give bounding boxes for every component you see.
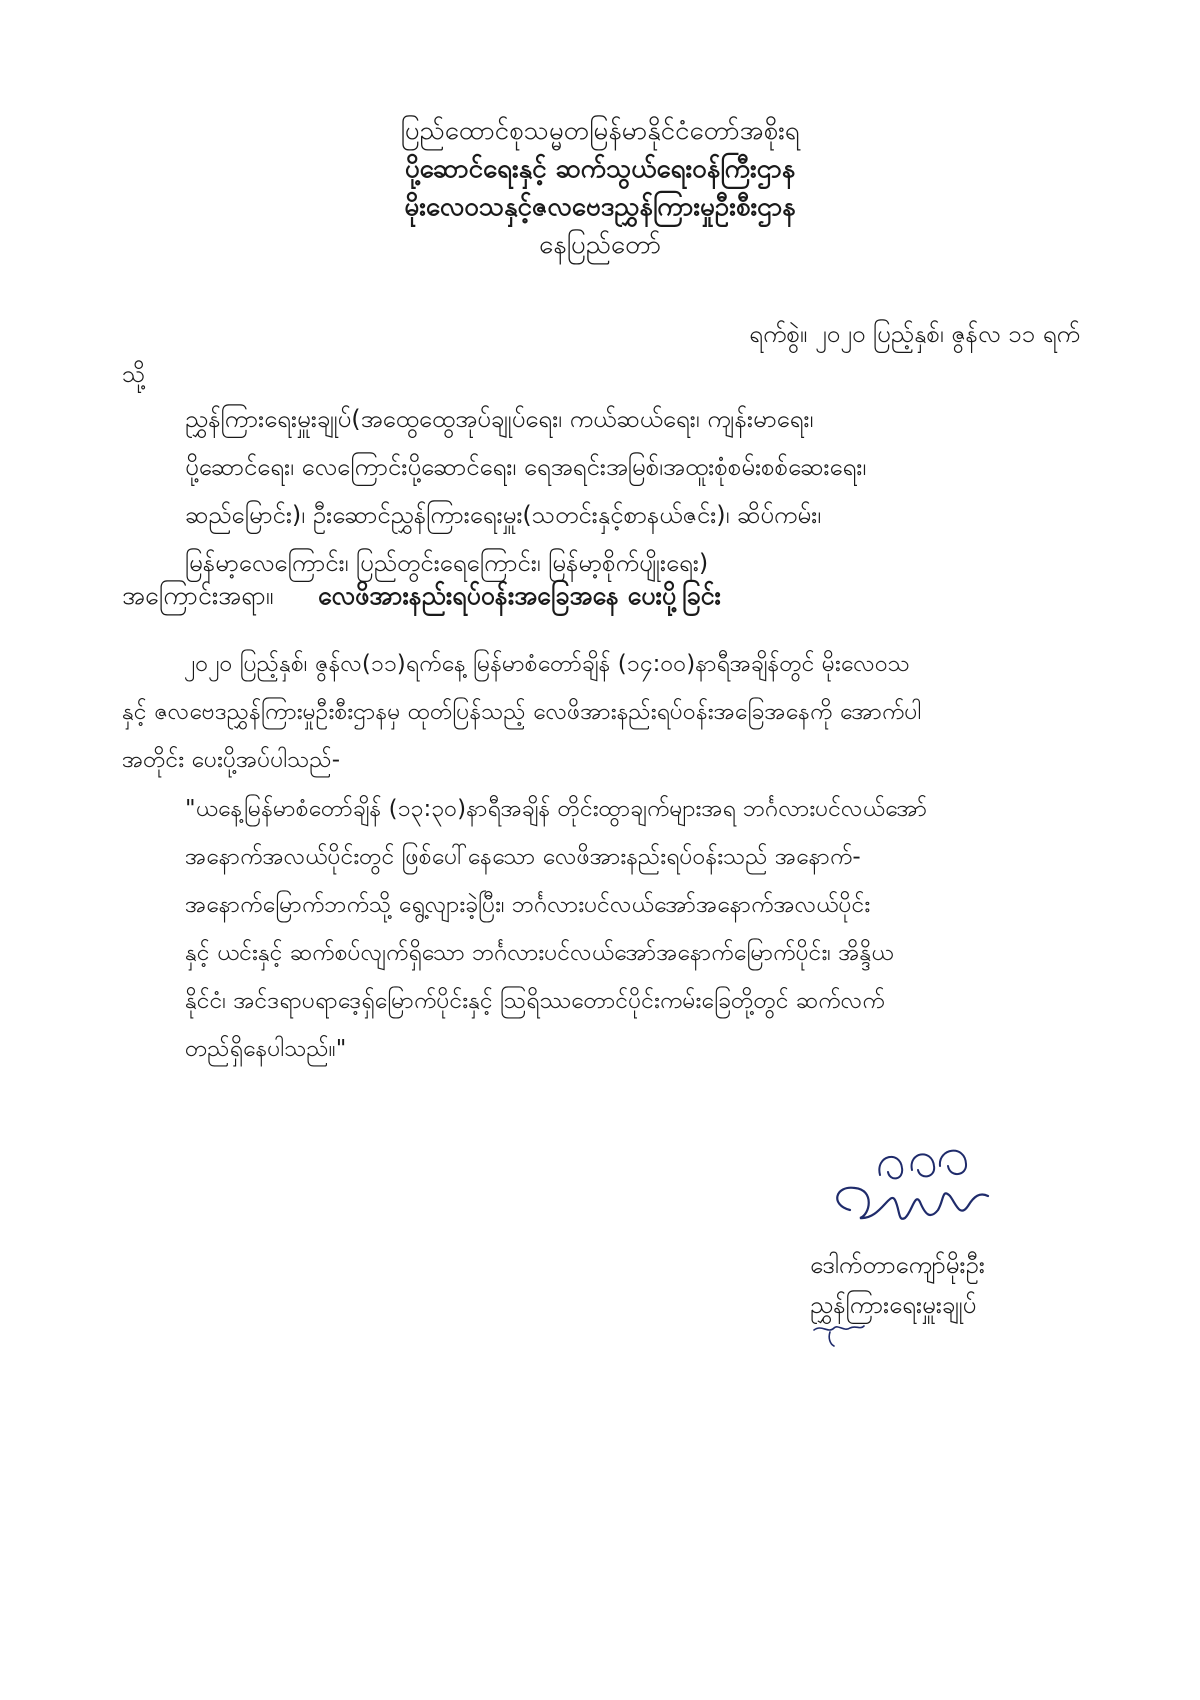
body-paragraph (122, 640, 1082, 784)
subject-text: လေဖိအားနည်းရပ်ဝန်းအခြေအနေ ပေးပို့ခြင်း (317, 581, 721, 610)
addressee-block (185, 395, 1085, 587)
subject-line (122, 580, 721, 617)
addressee-line: ညွှန်ကြားရေးမှူးချုပ်(အထွေထွေအုပ်ချုပ်ရေး၊ ကယ်ဆယ်ရေး၊ ကျန်းမာရေး၊ (185, 405, 814, 433)
quoted-bulletin (185, 785, 1085, 1073)
body-line: အတိုင်း ပေးပို့အပ်ပါသည်- (122, 747, 341, 773)
addressee-line: ဆည်မြောင်း)၊ ဦးဆောင်ညွှန်ကြားရေးမှူး(သတင်းနှင့်စာနယ်ဇင်း)၊ ဆိပ်ကမ်း၊ (185, 501, 821, 529)
letter-date: ရက်စွဲ။ ၂၀၂၀ ပြည့်နှစ်၊ ဇွန်လ ၁၁ ရက် (749, 320, 1080, 348)
department-name: မိုးလေဝသနှင့်ဇလဗေဒညွှန်ကြားမှုဦးစီးဌာန (404, 192, 796, 222)
addressee-line: မြန်မာ့လေကြောင်း၊ ပြည်တွင်းရေကြောင်း၊ မြန်မာ့စိုက်ပျိုးရေး) (185, 549, 709, 577)
body-line: ၂၀၂၀ ပြည့်နှစ်၊ ဇွန်လ(၁၁)ရက်နေ့ မြန်မာစံတော်ချိန် (၁၄:၀၀)နာရီအချိန်တွင် မိုးလေဝသ (184, 651, 910, 677)
quote-line: "ယနေ့မြန်မာစံတော်ချိန် (၁၃:၃၀)နာရီအချိန် တိုင်းထွာချက်များအရ ဘင်္ဂလားပင်လယ်အော် (185, 796, 928, 822)
government-name: ပြည်ထောင်စုသမ္မတမြန်မာနိုင်ငံတော်အစိုးရ (400, 116, 800, 146)
quote-line: နိုင်ငံ၊ အင်ဒရာပရာဒေ့ရှ်မြောက်ပိုင်းနှင့် သြရိဿတောင်ပိုင်းကမ်းခြေတို့တွင် ဆက်လက် (185, 988, 885, 1014)
to-label: သို့ (122, 360, 146, 388)
subject-label: အကြောင်းအရာ။ (122, 581, 274, 610)
quote-line: တည်ရှိနေပါသည်။" (185, 1036, 347, 1062)
letterhead (300, 112, 900, 264)
addressee-line: ပို့ဆောင်ရေး၊ လေကြောင်းပို့ဆောင်ရေး၊ ရေအရင်းအမြစ်၊အထူးစုံစမ်းစစ်ဆေးရေး၊ (185, 453, 867, 481)
handwritten-initials (808, 1320, 868, 1348)
signatory-name: ဒေါက်တာကျော်မိုးဦး (810, 1251, 985, 1279)
quote-line: နှင့် ယင်းနှင့် ဆက်စပ်လျက်ရှိသော ဘင်္ဂလားပင်လယ်အော်အနောက်မြောက်ပိုင်း၊ အိန္ဒိယ (185, 940, 894, 966)
quote-line: အနောက်အလယ်ပိုင်းတွင် ဖြစ်ပေါ်နေသော လေဖိအားနည်းရပ်ဝန်းသည် အနောက်- (185, 844, 861, 870)
signature-block (810, 1245, 985, 1325)
city-name: နေပြည်တော် (538, 230, 662, 260)
body-line: နှင့် ဇလဗေဒညွှန်ကြားမှုဦးစီးဌာနမှ ထုတ်ပြန်သည့် လေဖိအားနည်းရပ်ဝန်းအခြေအနေကို အောက်ပါ (122, 699, 922, 725)
quote-line: အနောက်မြောက်ဘက်သို့ ရွေ့လျားခဲ့ပြီး၊ ဘင်္ဂလားပင်လယ်အော်အနောက်အလယ်ပိုင်း (185, 892, 871, 918)
signatory-title: ညွှန်ကြားရေးမှူးချုပ် (810, 1291, 977, 1319)
handwritten-signature (820, 1130, 1000, 1240)
ministry-name: ပို့ဆောင်ရေးနှင့် ဆက်သွယ်ရေးဝန်ကြီးဌာန (404, 154, 796, 184)
